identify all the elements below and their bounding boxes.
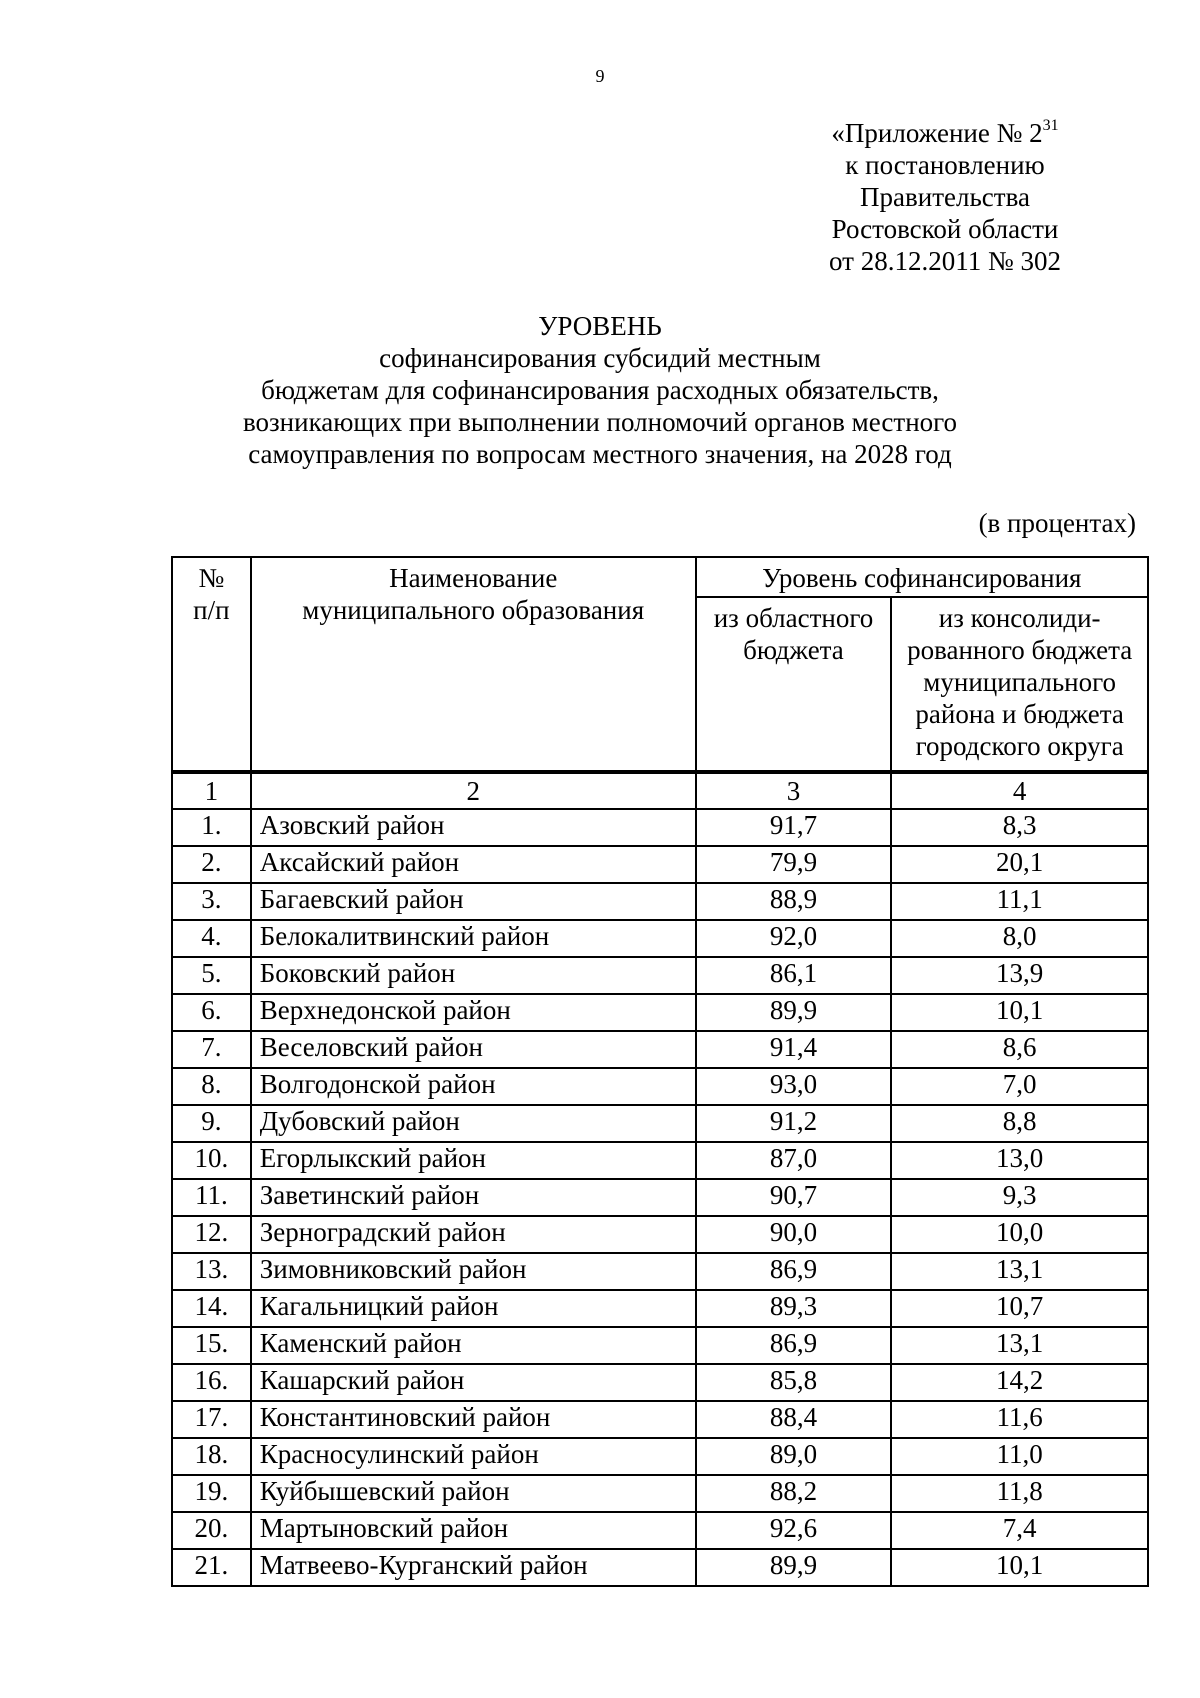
title-line-2: бюджетам для софинансирования расходных обязательств, xyxy=(261,375,939,405)
consolidated-budget-share: 10,0 xyxy=(891,1216,1148,1253)
header-number: № п/п xyxy=(172,557,251,772)
row-number: 18. xyxy=(172,1438,251,1475)
municipality-name: Егорлыкский район xyxy=(251,1142,696,1179)
table-row xyxy=(172,809,1148,846)
units-label: (в процентах) xyxy=(978,508,1136,538)
table-row xyxy=(172,1105,1148,1142)
municipality-name: Красносулинский район xyxy=(251,1438,696,1475)
municipality-name: Веселовский район xyxy=(251,1031,696,1068)
municipality-name: Волгодонской район xyxy=(251,1068,696,1105)
regional-budget-share: 89,0 xyxy=(696,1438,892,1475)
municipality-name: Мартыновский район xyxy=(251,1512,696,1549)
consolidated-budget-share: 14,2 xyxy=(891,1364,1148,1401)
consolidated-budget-share: 9,3 xyxy=(891,1179,1148,1216)
table-row xyxy=(172,1549,1148,1586)
table-row xyxy=(172,1031,1148,1068)
regional-budget-share: 90,0 xyxy=(696,1216,892,1253)
row-number: 4. xyxy=(172,920,251,957)
regional-budget-share: 88,9 xyxy=(696,883,892,920)
header-level: Уровень софинансирования xyxy=(696,557,1148,597)
appendix-line-3: Правительства xyxy=(860,182,1030,212)
table-row xyxy=(172,883,1148,920)
table-row xyxy=(172,1512,1148,1549)
regional-budget-share: 85,8 xyxy=(696,1364,892,1401)
column-numbers-row xyxy=(172,772,1148,809)
table-row xyxy=(172,1364,1148,1401)
regional-budget-share: 89,9 xyxy=(696,994,892,1031)
table-row xyxy=(172,1142,1148,1179)
row-number: 9. xyxy=(172,1105,251,1142)
municipality-name: Зимовниковский район xyxy=(251,1253,696,1290)
appendix-superscript: 31 xyxy=(1042,117,1059,134)
table-row xyxy=(172,1253,1148,1290)
consolidated-budget-share: 8,3 xyxy=(891,809,1148,846)
table-row xyxy=(172,1438,1148,1475)
municipality-name: Дубовский район xyxy=(251,1105,696,1142)
table-row xyxy=(172,957,1148,994)
regional-budget-share: 93,0 xyxy=(696,1068,892,1105)
table-row xyxy=(172,994,1148,1031)
regional-budget-share: 90,7 xyxy=(696,1179,892,1216)
row-number: 13. xyxy=(172,1253,251,1290)
municipality-name: Кагальницкий район xyxy=(251,1290,696,1327)
consolidated-budget-share: 20,1 xyxy=(891,846,1148,883)
regional-budget-share: 88,2 xyxy=(696,1475,892,1512)
row-number: 11. xyxy=(172,1179,251,1216)
header-consolidated: из консолиди- рованного бюджета муниципального района и бюджета городского округа xyxy=(891,597,1148,772)
row-number: 14. xyxy=(172,1290,251,1327)
municipality-name: Азовский район xyxy=(251,809,696,846)
appendix-line-5: от 28.12.2011 № 302 xyxy=(829,246,1061,276)
municipality-name: Куйбышевский район xyxy=(251,1475,696,1512)
table-row xyxy=(172,1475,1148,1512)
row-number: 1. xyxy=(172,809,251,846)
table-row xyxy=(172,1179,1148,1216)
regional-budget-share: 88,4 xyxy=(696,1401,892,1438)
consolidated-budget-share: 13,1 xyxy=(891,1327,1148,1364)
row-number: 8. xyxy=(172,1068,251,1105)
municipality-name: Матвеево-Курганский район xyxy=(251,1549,696,1586)
row-number: 7. xyxy=(172,1031,251,1068)
document-title xyxy=(0,310,1200,470)
municipality-name: Белокалитвинский район xyxy=(251,920,696,957)
table-header-row-1 xyxy=(172,557,1148,597)
consolidated-budget-share: 11,1 xyxy=(891,883,1148,920)
appendix-line-4: Ростовской области xyxy=(831,214,1059,244)
row-number: 10. xyxy=(172,1142,251,1179)
municipality-name: Верхнедонской район xyxy=(251,994,696,1031)
consolidated-budget-share: 7,0 xyxy=(891,1068,1148,1105)
row-number: 19. xyxy=(172,1475,251,1512)
row-number: 2. xyxy=(172,846,251,883)
row-number: 15. xyxy=(172,1327,251,1364)
title-heading: УРОВЕНЬ xyxy=(538,311,662,341)
table-row xyxy=(172,1290,1148,1327)
table-row xyxy=(172,1401,1148,1438)
consolidated-budget-share: 11,6 xyxy=(891,1401,1148,1438)
table-row xyxy=(172,1068,1148,1105)
row-number: 6. xyxy=(172,994,251,1031)
consolidated-budget-share: 13,9 xyxy=(891,957,1148,994)
cofinancing-table xyxy=(171,556,1149,1587)
row-number: 16. xyxy=(172,1364,251,1401)
municipality-name: Зерноградский район xyxy=(251,1216,696,1253)
regional-budget-share: 86,9 xyxy=(696,1327,892,1364)
municipality-name: Каменский район xyxy=(251,1327,696,1364)
table-row xyxy=(172,920,1148,957)
column-number: 3 xyxy=(696,772,892,809)
municipality-name: Заветинский район xyxy=(251,1179,696,1216)
consolidated-budget-share: 7,4 xyxy=(891,1512,1148,1549)
row-number: 3. xyxy=(172,883,251,920)
table-body xyxy=(172,809,1148,1586)
header-name: Наименование муниципального образования xyxy=(251,557,696,772)
regional-budget-share: 91,2 xyxy=(696,1105,892,1142)
row-number: 5. xyxy=(172,957,251,994)
page-number: 9 xyxy=(595,66,605,86)
regional-budget-share: 92,0 xyxy=(696,920,892,957)
consolidated-budget-share: 11,0 xyxy=(891,1438,1148,1475)
title-line-3: возникающих при выполнении полномочий органов местного xyxy=(242,407,958,437)
consolidated-budget-share: 10,1 xyxy=(891,1549,1148,1586)
municipality-name: Константиновский район xyxy=(251,1401,696,1438)
regional-budget-share: 89,9 xyxy=(696,1549,892,1586)
regional-budget-share: 87,0 xyxy=(696,1142,892,1179)
regional-budget-share: 79,9 xyxy=(696,846,892,883)
column-number: 4 xyxy=(891,772,1148,809)
appendix-block xyxy=(790,117,1100,277)
regional-budget-share: 92,6 xyxy=(696,1512,892,1549)
title-line-4: самоуправления по вопросам местного значения, на 2028 год xyxy=(248,439,952,469)
title-line-1: софинансирования субсидий местным xyxy=(379,343,821,373)
regional-budget-share: 86,1 xyxy=(696,957,892,994)
municipality-name: Боковский район xyxy=(251,957,696,994)
column-number: 1 xyxy=(172,772,251,809)
regional-budget-share: 86,9 xyxy=(696,1253,892,1290)
appendix-line-2: к постановлению xyxy=(845,150,1045,180)
column-number: 2 xyxy=(251,772,696,809)
consolidated-budget-share: 8,6 xyxy=(891,1031,1148,1068)
table-row xyxy=(172,1216,1148,1253)
consolidated-budget-share: 13,1 xyxy=(891,1253,1148,1290)
consolidated-budget-share: 11,8 xyxy=(891,1475,1148,1512)
header-regional: из областного бюджета xyxy=(696,597,892,772)
consolidated-budget-share: 8,0 xyxy=(891,920,1148,957)
regional-budget-share: 91,4 xyxy=(696,1031,892,1068)
municipality-name: Багаевский район xyxy=(251,883,696,920)
table-row xyxy=(172,846,1148,883)
municipality-name: Кашарский район xyxy=(251,1364,696,1401)
regional-budget-share: 89,3 xyxy=(696,1290,892,1327)
municipality-name: Аксайский район xyxy=(251,846,696,883)
appendix-line-1: «Приложение № $2^{31}$ xyxy=(831,117,1059,148)
row-number: 20. xyxy=(172,1512,251,1549)
consolidated-budget-share: 8,8 xyxy=(891,1105,1148,1142)
row-number: 21. xyxy=(172,1549,251,1586)
consolidated-budget-share: 10,7 xyxy=(891,1290,1148,1327)
regional-budget-share: 91,7 xyxy=(696,809,892,846)
consolidated-budget-share: 10,1 xyxy=(891,994,1148,1031)
table-row xyxy=(172,1327,1148,1364)
consolidated-budget-share: 13,0 xyxy=(891,1142,1148,1179)
row-number: 12. xyxy=(172,1216,251,1253)
row-number: 17. xyxy=(172,1401,251,1438)
